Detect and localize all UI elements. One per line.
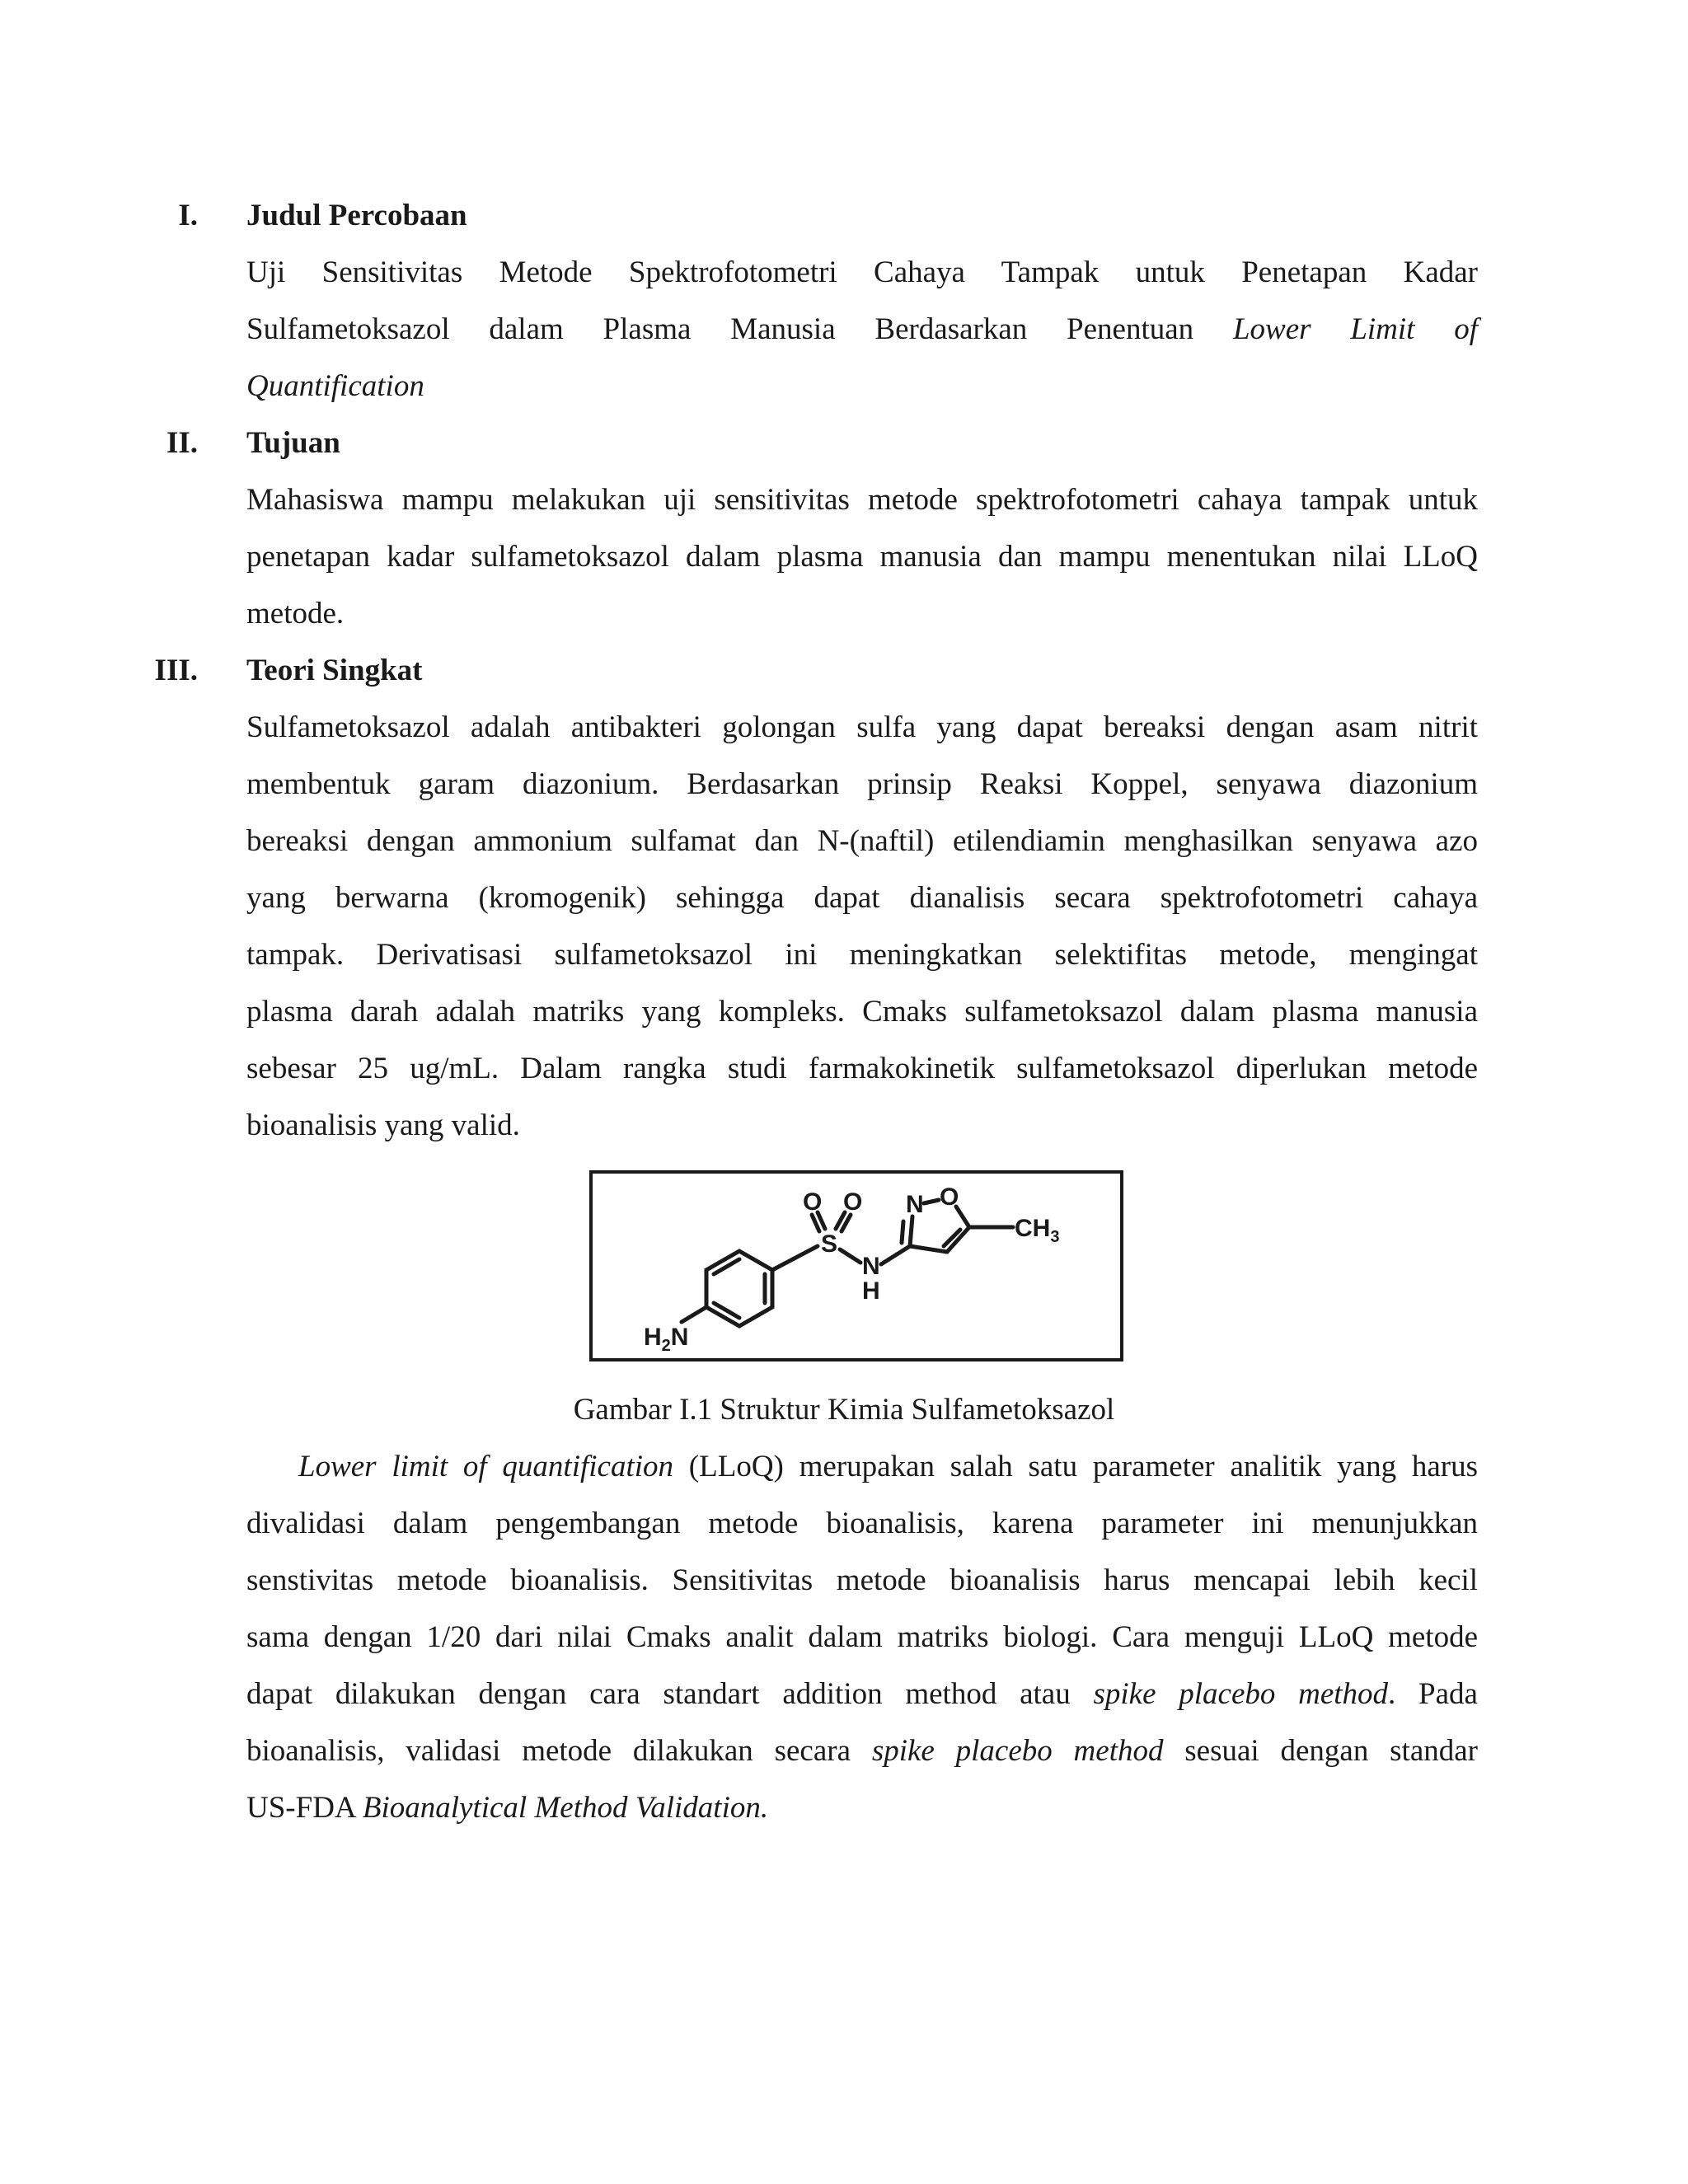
sulfur-nitrogen-bond xyxy=(840,1249,860,1263)
body-line xyxy=(246,358,1478,415)
amine-h: H xyxy=(644,1324,662,1351)
body-line: sebesar 25 ug/mL. Dalam rangka studi farmakokinetik sulfametoksazol diperlukan metode xyxy=(246,1052,1478,1085)
body-line: Mahasiswa mampu melakukan uji sensitivitas metode spektrofotometri cahaya tampak untuk xyxy=(246,483,1478,517)
body-line xyxy=(246,1722,1478,1779)
body-line: Sulfametoksazol adalah antibakteri golongan sulfa yang dapat bereaksi dengan asam nitrit xyxy=(246,710,1478,744)
body-text: bioanalisis, validasi metode dilakukan secara xyxy=(246,1734,872,1768)
amine-subscript: 2 xyxy=(661,1337,671,1355)
section-body xyxy=(246,471,1478,642)
benzene-ring xyxy=(706,1251,772,1326)
isoxazole-bond xyxy=(924,1200,939,1203)
ring-sulfur-bond xyxy=(772,1246,818,1270)
methyl-ch: CH xyxy=(1015,1215,1051,1242)
body-text: Sulfametoksazol dalam Plasma Manusia Berdasarkan Penentuan xyxy=(246,312,1233,346)
body-italic-text: Bioanalytical Method Validation. xyxy=(362,1791,769,1825)
nitrogen-label: N xyxy=(862,1253,880,1280)
oxygen-label: O xyxy=(803,1188,823,1216)
body-line xyxy=(246,1438,1478,1495)
body-text: dapat dilakukan dengan cara standart addition method atau xyxy=(246,1677,1094,1711)
section-title: Judul Percobaan xyxy=(246,199,467,232)
section-body xyxy=(246,244,1478,415)
lloq-paragraph xyxy=(246,1438,1478,1836)
body-text: sesuai dengan standar xyxy=(1163,1734,1478,1768)
body-text: . Pada xyxy=(1388,1677,1478,1711)
isoxazole-bond xyxy=(910,1216,912,1246)
oxygen-label: O xyxy=(843,1188,863,1216)
body-line: sama dengan 1/20 dari nilai Cmaks analit dalam matriks biologi. Cara menguji LLoQ metode xyxy=(246,1620,1478,1654)
body-italic-text: spike placebo method xyxy=(871,1734,1164,1768)
hydrogen-label: H xyxy=(862,1277,880,1305)
section-title: Tujuan xyxy=(246,426,340,460)
section-number: II. xyxy=(166,426,198,460)
body-line: penetapan kadar sulfametoksazol dalam plasma manusia dan mampu menentukan nilai LLoQ xyxy=(246,540,1478,574)
body-line: senstivitas metode bioanalisis. Sensitivitas metode bioanalisis harus mencapai lebih kecil xyxy=(246,1563,1478,1597)
body-text: US-FDA xyxy=(246,1791,363,1825)
methyl-label xyxy=(1015,1215,1059,1246)
body-italic-text: Quantification xyxy=(246,369,424,403)
amine-bond xyxy=(682,1307,706,1322)
isoxazole-double-bond xyxy=(902,1221,903,1243)
amine-label xyxy=(644,1324,688,1355)
body-line: plasma darah adalah matriks yang kompleks. Cmaks sulfametoksazol dalam plasma manusia xyxy=(246,995,1478,1029)
body-line: bioanalisis yang valid. xyxy=(246,1108,520,1142)
body-italic-text: Lower limit of quantification xyxy=(298,1450,674,1483)
section-body xyxy=(246,699,1478,1154)
isoxazole-bond xyxy=(910,1246,947,1252)
body-line: bereaksi dengan ammonium sulfamat dan N-(naftil) etilendiamin menghasilkan senyawa azo xyxy=(246,824,1478,858)
body-text: (LLoQ) merupakan salah satu parameter analitik yang harus xyxy=(673,1450,1478,1483)
section-title: Teori Singkat xyxy=(246,654,423,687)
body-line: Uji Sensitivitas Metode Spektrofotometri Cahaya Tampak untuk Penetapan Kadar xyxy=(246,255,1478,289)
sulfur-label: S xyxy=(821,1230,838,1258)
ring-nitrogen-label: N xyxy=(906,1191,924,1218)
chemical-structure-figure xyxy=(589,1170,1123,1361)
body-line: yang berwarna (kromogenik) sehingga dapat dianalisis secara spektrofotometri cahaya xyxy=(246,881,1478,915)
body-line: divalidasi dalam pengembangan metode bioanalisis, karena parameter ini menunjukkan xyxy=(246,1507,1478,1540)
methyl-subscript: 3 xyxy=(1050,1228,1060,1246)
body-line xyxy=(246,301,1478,358)
sulfamethoxazole-structure-diagram xyxy=(593,1174,1120,1358)
body-line xyxy=(246,1666,1478,1722)
body-line: metode. xyxy=(246,597,345,630)
figure-caption: Gambar I.1 Struktur Kimia Sulfametoksazol xyxy=(573,1393,1115,1427)
body-line xyxy=(246,1779,1478,1836)
nitrogen-ring-bond xyxy=(881,1246,910,1264)
section-number: III. xyxy=(154,654,198,687)
body-italic-text: spike placebo method xyxy=(1093,1677,1389,1711)
body-line: membentuk garam diazonium. Berdasarkan prinsip Reaksi Koppel, senyawa diazonium xyxy=(246,767,1478,801)
section-number: I. xyxy=(178,199,198,232)
amine-n: N xyxy=(670,1324,689,1351)
ring-oxygen-label: O xyxy=(940,1183,959,1211)
body-line: tampak. Derivatisasi sulfametoksazol ini meningkatkan selektifitas metode, mengingat xyxy=(246,938,1478,972)
body-italic-text: Lower Limit of xyxy=(1232,312,1478,346)
